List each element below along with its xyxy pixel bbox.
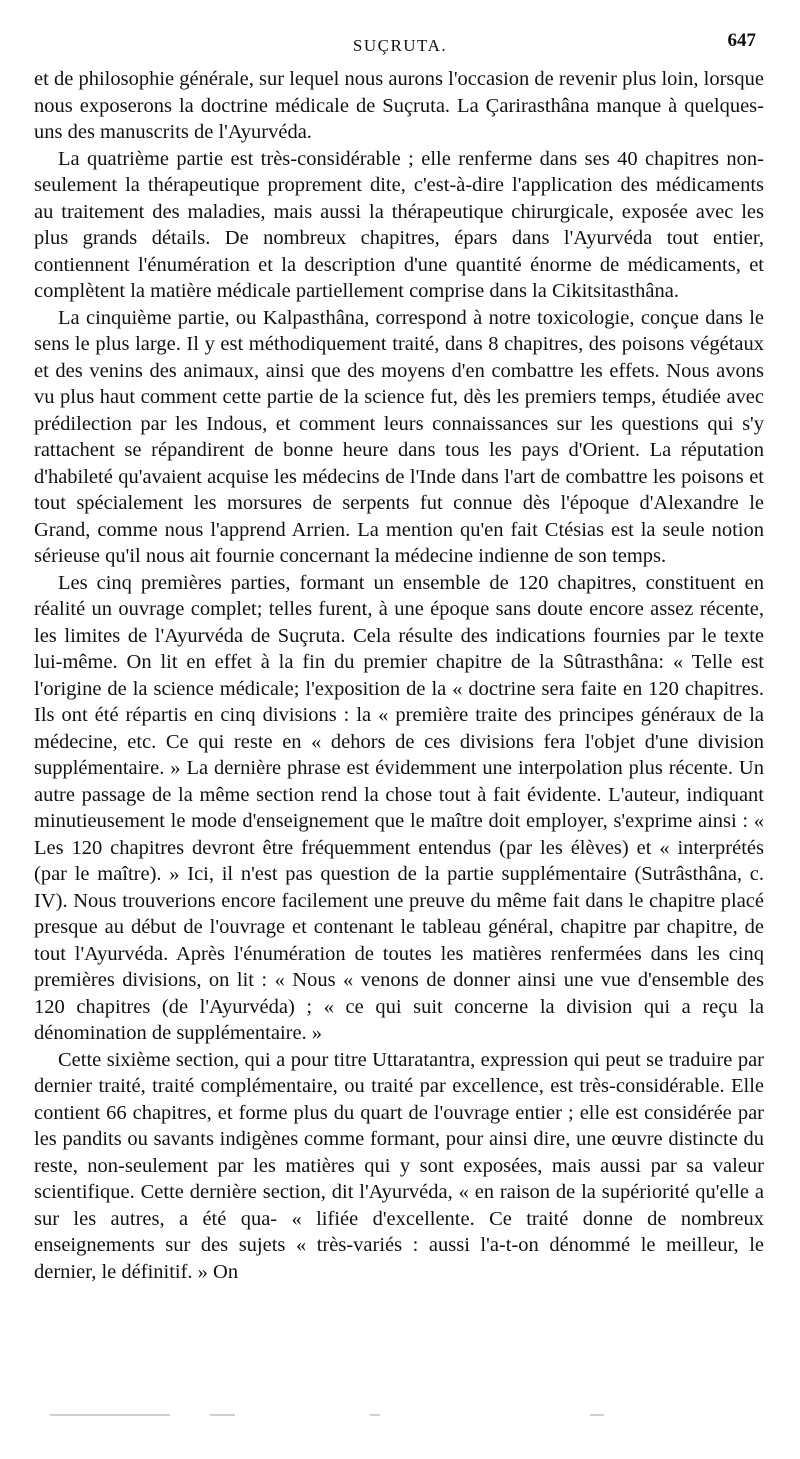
paragraph-five-parts: Les cinq premières parties, formant un ensemble de 120 chapitres, constituent en réalité un ouvrage complet; telles furent, à une époque sans doute encore assez récente, les limites de l'Ayurvéda de Suçruta. Cela résulte des indications fournies par le texte lui-même. On lit en effet à la fin du premier chapitre de la Sûtrasthâna: « Telle est l'origine de la science médicale; l'exposition de la « doctrine sera faite en 120 chapitres. Ils ont été répartis en cinq divisions : la « première traite des principes généraux de la médecine, etc. Ce qui reste en « dehors de ces divisions fera l'objet d'une division supplémentaire. » La dernière phrase est évidemment une interpolation plus récente. Un autre passage de la même section rend la chose tout à fait évidente. L'auteur, indiquant minutieusement le mode d'enseignement que le maître doit employer, s'exprime ainsi : « Les 120 chapitres devront être fréquemment entendus (par les élèves) et « interprétés (par le maître). » Ici, il n'est pas question de la partie supplémentaire (Sutrâsthâna, c. IV). Nous trouverions encore facilement une preuve du même fait dans le chapitre placé presque au début de l'ouvrage et contenant le tableau général, chapitre par chapitre, de tout l'Ayurvéda. Après l'énumération de toutes les matières renfermées dans les cinq premières divisions, on lit : « Nous « venons de donner ainsi une vue d'ensemble des 120 chapitres (de l'Ayurvéda) ; « ce qui suit concerne la division qui a reçu la dénomination de supplémentaire. »	[34, 571, 764, 1044]
footer-rule-segment	[590, 1414, 604, 1416]
footer-rule	[50, 1414, 750, 1420]
footer-rule-segment	[370, 1414, 380, 1416]
paragraph-sixth-section: Cette sixième section, qui a pour titre Uttaratantra, expression qui peut se traduire par dernier traité, traité complémentaire, ou traité par excellence, est très-considérable. Elle contient 66 chapitres, et forme plus du quart de l'ouvrage entier ; elle est considérée par les pandits ou savants indigènes comme formant, pour ainsi dire, une œuvre distincte du reste, non-seulement par les matières qui y sont exposées, mais aussi par sa valeur scientifique. Cette dernière section, dit l'Ayurvéda, « en raison de la supériorité qu'elle a sur les autres, a été qua- « lifiée d'excellente. Ce traité donne de nombreux enseignements sur des sujets « très-variés : aussi l'a-t-on dénommé le meilleur, le dernier, le définitif. » On	[34, 1048, 764, 1283]
footer-rule-segment	[50, 1414, 170, 1416]
footer-rule-segment	[210, 1414, 235, 1416]
paragraph-fifth-part: La cinquième partie, ou Kalpasthâna, correspond à notre toxicologie, conçue dans le sens le plus large. Il y est méthodiquement traité, dans 8 chapitres, des poisons végétaux et des venins des animaux, ainsi que des moyens d'en combattre les effets. Nous avons vu plus haut comment cette partie de la science fut, dès les premiers temps, étudiée avec prédilection par les Indous, et comment leurs connaissances sur les questions qui s'y rattachent se répandirent de bonne heure dans tous les pays d'Orient. La réputation d'habileté qu'avaient acquise les médecins de l'Inde dans l'art de combattre les poisons et tout spécialement les morsures de serpents fut connue dès l'époque d'Alexandre le Grand, comme nous l'apprend Arrien. La mention qu'en fait Ctésias est la seule notion sérieuse qu'il nous ait fournie concernant la médecine indienne de son temps.	[34, 306, 764, 567]
running-head	[0, 30, 800, 64]
paragraph-fourth-part: La quatrième partie est très-considérable ; elle renferme dans ses 40 chapitres non-seulement la thérapeutique proprement dite, c'est-à-dire l'application des médicaments au traitement des maladies, mais aussi la thérapeutique chirurgicale, exposée avec les plus grands détails. De nombreux chapitres, épars dans l'Ayurvéda tout entier, contiennent l'énumération et la description d'une quantité énorme de médicaments, et complètent la matière médicale partiellement comprise dans la Cikitsitasthâna.	[34, 147, 764, 302]
page-number: 647	[727, 30, 756, 51]
paragraph-continuation: et de philosophie générale, sur lequel nous aurons l'occasion de revenir plus loin, lorsque nous exposerons la doctrine médicale de Suçruta. La Çarirasthâna manque à quelques-uns des manuscrits de l'Ayurvéda.	[34, 68, 764, 143]
running-title: SUÇRUTA.	[352, 36, 448, 55]
body-text	[34, 66, 764, 1285]
